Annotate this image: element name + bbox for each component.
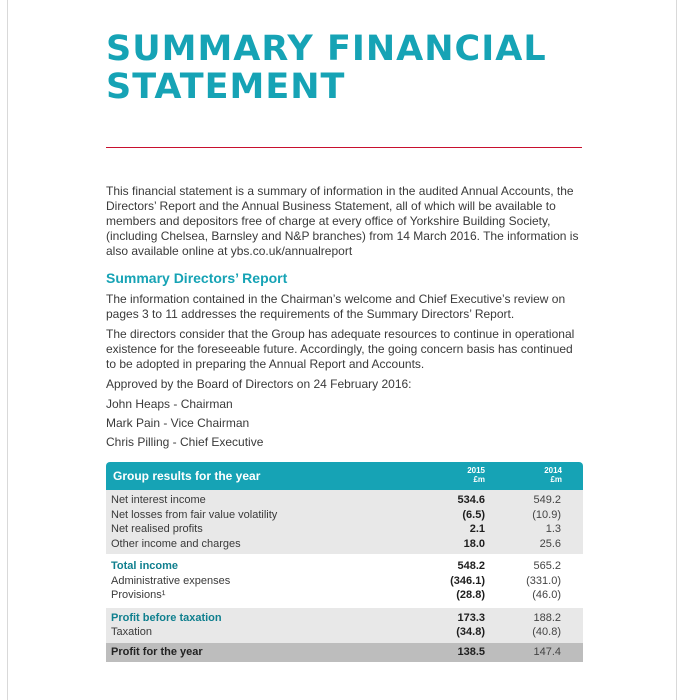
page-border-left xyxy=(7,0,8,700)
row-label: Net losses from fair value volatility xyxy=(111,508,278,521)
table-caption: Group results for the year xyxy=(113,469,261,483)
paragraph: The directors consider that the Group has adequate resources to continue in operational existence for the foreseeable future. Accordingly, the going concern basis has continued to be adopted in preparing the Annual Report and Accounts. xyxy=(106,327,575,371)
title-line-1: SUMMARY FINANCIAL xyxy=(106,29,547,69)
value-2014: (10.9) xyxy=(532,508,561,521)
value-2014: 565.2 xyxy=(533,560,561,572)
column-unit: £m xyxy=(550,475,562,484)
table-row xyxy=(106,493,583,508)
section-heading: Summary Directors’ Report xyxy=(106,270,288,286)
table-header xyxy=(106,462,583,490)
table-row-subtotal xyxy=(106,611,583,626)
value-2015: 173.3 xyxy=(457,611,485,624)
page-border-right xyxy=(676,0,677,700)
value-2015: (6.5) xyxy=(462,508,485,521)
column-year: 2015 xyxy=(467,466,485,475)
table-row xyxy=(106,508,583,523)
signatory: John Heaps - Chairman xyxy=(106,397,233,411)
column-header-2015 xyxy=(425,466,485,484)
table-row xyxy=(106,537,583,552)
table-row xyxy=(106,588,583,603)
value-2015: 2.1 xyxy=(469,523,485,535)
value-2015: (28.8) xyxy=(456,589,485,601)
row-label: Profit for the year xyxy=(111,645,203,658)
table-row xyxy=(106,625,583,640)
row-label: Net interest income xyxy=(111,494,206,506)
title-line-2: STATEMENT xyxy=(106,67,346,107)
table-row-total xyxy=(106,643,583,662)
value-2015: 534.6 xyxy=(457,494,485,506)
column-header-2014 xyxy=(502,466,562,484)
row-group-total-income xyxy=(106,554,583,606)
value-2015: 548.2 xyxy=(457,560,485,572)
row-label: Total income xyxy=(111,560,179,572)
paragraph: The information contained in the Chairman’s welcome and Chief Executive’s review on pages 3 to 11 addresses the requirements of the Summary Directors’ Report. xyxy=(106,292,566,321)
value-2014: 549.2 xyxy=(533,494,561,506)
value-2015: (346.1) xyxy=(450,574,485,587)
row-label: Net realised profits xyxy=(111,523,203,535)
value-2014: (40.8) xyxy=(532,626,561,638)
value-2015: 138.5 xyxy=(457,645,485,658)
row-label: Profit before taxation xyxy=(111,611,222,624)
value-2014: 1.3 xyxy=(545,523,561,535)
value-2014: (331.0) xyxy=(526,574,561,587)
column-year: 2014 xyxy=(544,466,562,475)
value-2014: 188.2 xyxy=(533,611,561,624)
table-row-subtotal xyxy=(106,559,583,574)
paragraph: Approved by the Board of Directors on 24 February 2016: xyxy=(106,377,412,391)
row-group-profit-before-tax xyxy=(106,606,583,643)
row-label: Provisions¹ xyxy=(111,589,166,601)
value-2015: 18.0 xyxy=(463,537,485,550)
row-group-income xyxy=(106,490,583,554)
value-2014: (46.0) xyxy=(532,589,561,601)
signatory: Chris Pilling - Chief Executive xyxy=(106,435,264,449)
value-2014: 147.4 xyxy=(533,645,561,658)
row-group-profit-for-year xyxy=(106,643,583,662)
intro-paragraph: This financial statement is a summary of information in the audited Annual Accounts, the Directors’ Report and the Annual Business Statement, all of which will be available to members and depositors free of charge at every office of Yorkshire Building Society, (including Chelsea, Barnsley and N&P branches) from 14 March 2016. The information is also available online at ybs.co.uk/annualreport xyxy=(106,184,579,258)
title-divider xyxy=(106,147,582,148)
table-row xyxy=(106,574,583,589)
signatory: Mark Pain - Vice Chairman xyxy=(106,416,250,430)
row-label: Other income and charges xyxy=(111,537,241,550)
table-row xyxy=(106,522,583,537)
body-text xyxy=(106,184,582,454)
row-label: Taxation xyxy=(111,626,152,638)
page-title xyxy=(106,30,586,106)
column-unit: £m xyxy=(473,475,485,484)
value-2015: (34.8) xyxy=(456,626,485,638)
row-label: Administrative expenses xyxy=(111,574,231,587)
results-table xyxy=(106,462,583,662)
value-2014: 25.6 xyxy=(539,537,561,550)
